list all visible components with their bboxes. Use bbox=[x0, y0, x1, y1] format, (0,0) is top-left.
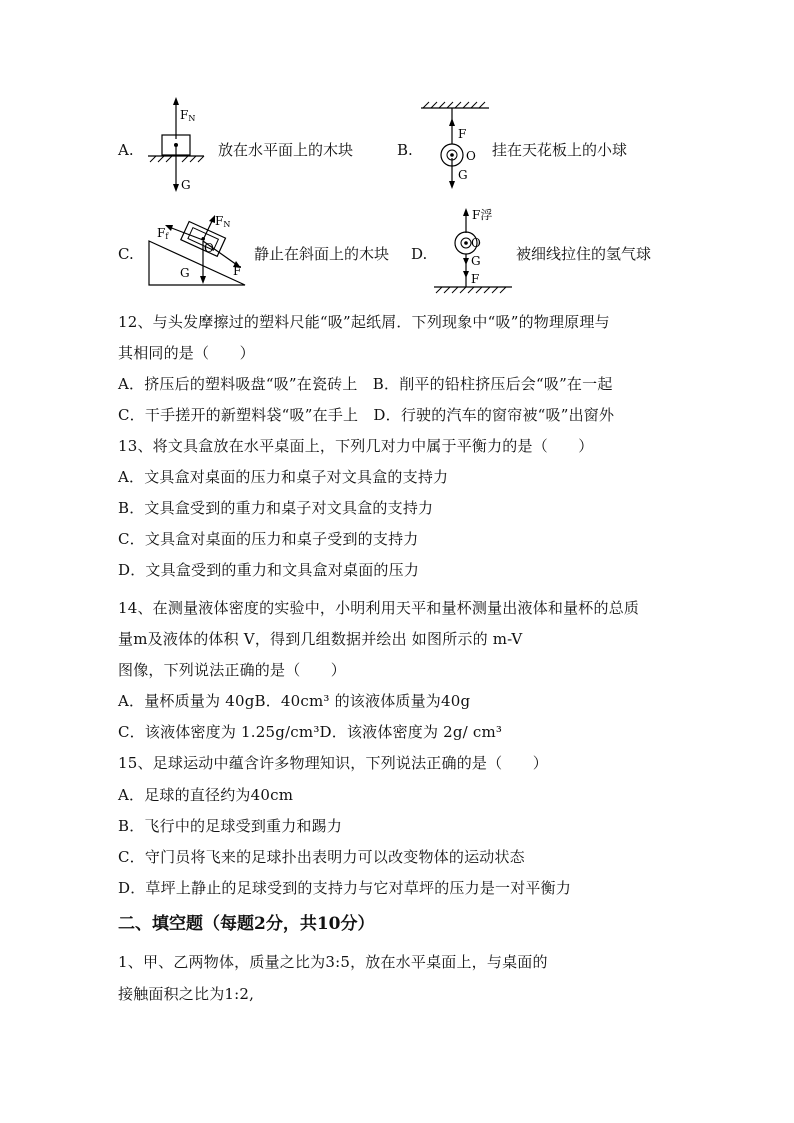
q13-option-d: D．文具盒受到的重力和文具盒对桌面的压力 bbox=[118, 561, 420, 579]
figure-d-label: D. bbox=[411, 245, 428, 263]
section-2-title: 二、填空题（每题2分，共10分） bbox=[118, 914, 375, 934]
q13-stem: 13、将文具盒放在水平桌面上，下列几对力中属于平衡力的是（ ） bbox=[118, 437, 594, 455]
figure-c-g: G bbox=[180, 266, 190, 280]
figure-b-label: B. bbox=[397, 141, 413, 159]
figure-c-ff: F bbox=[157, 226, 166, 240]
figure-c-label: C. bbox=[118, 245, 134, 263]
q12-options-ab: A．挤压后的塑料吸盘“吸”在瓷砖上 B．削平的铅柱挤压后会“吸”在一起 bbox=[118, 375, 613, 393]
q14-options-ab: A．量杯质量为 40gB．40cm³ 的该液体质量为40g bbox=[118, 692, 471, 710]
figure-a-diagram bbox=[140, 95, 220, 200]
q14-stem-1: 14、在测量液体密度的实验中，小明利用天平和量杯测量出液体和量杯的总质 bbox=[118, 599, 640, 617]
q13-option-c: C．文具盒对桌面的压力和桌子受到的支持力 bbox=[118, 530, 419, 548]
figure-d-diagram bbox=[428, 205, 518, 297]
q15-option-d: D．草坪上静止的足球受到的支持力与它对草坪的压力是一对平衡力 bbox=[118, 879, 572, 897]
figure-c-caption: 静止在斜面上的木块 bbox=[254, 245, 390, 263]
figure-b-caption: 挂在天花板上的小球 bbox=[492, 141, 628, 159]
figure-a-label: A. bbox=[118, 141, 134, 159]
svg-text:FN: FN bbox=[215, 214, 231, 229]
figure-b-diagram bbox=[415, 98, 495, 193]
svg-text:FN: FN bbox=[180, 108, 196, 123]
figure-c-f: F bbox=[233, 264, 242, 278]
figure-b-o: O bbox=[466, 149, 476, 163]
q14-options-cd: C．该液体密度为 1.25g/cm³D．该液体密度为 2g/ cm³ bbox=[118, 723, 503, 741]
fill-q1-line1: 1、甲、乙两物体，质量之比为3:5，放在水平桌面上，与桌面的 bbox=[118, 953, 548, 971]
q12-stem-2: 其相同的是（ ） bbox=[118, 344, 255, 362]
q14-stem-2: 量m及液体的体积 V，得到几组数据并绘出 如图所示的 m-V bbox=[118, 630, 523, 648]
q15-option-b: B．飞行中的足球受到重力和踢力 bbox=[118, 817, 343, 835]
q15-option-a: A．足球的直径约为40cm bbox=[118, 786, 294, 804]
figure-c-o: O bbox=[204, 241, 214, 255]
figure-d-fbuoy: F浮 bbox=[472, 208, 493, 222]
fill-q1-line2: 接触面积之比为1:2, bbox=[118, 985, 255, 1003]
figure-a-g: G bbox=[181, 178, 191, 192]
figure-d-f: F bbox=[471, 272, 480, 286]
q12-options-cd: C．干手搓开的新塑料袋“吸”在手上 D．行驶的汽车的窗帘被“吸”出窗外 bbox=[118, 406, 615, 424]
figure-d-g: G bbox=[471, 254, 481, 268]
q13-option-b: B．文具盒受到的重力和桌子对文具盒的支持力 bbox=[118, 499, 434, 517]
q12-stem-1: 12、与头发摩擦过的塑料尺能“吸”起纸屑．下列现象中“吸”的物理原理与 bbox=[118, 313, 610, 331]
q13-option-a: A．文具盒对桌面的压力和桌子对文具盒的支持力 bbox=[118, 468, 449, 486]
figure-c-fn: F bbox=[215, 214, 224, 228]
svg-text:Ff: Ff bbox=[157, 226, 169, 241]
figure-b-f: F bbox=[458, 127, 467, 141]
figure-d-o: O bbox=[471, 236, 481, 250]
q15-stem: 15、足球运动中蕴含许多物理知识，下列说法正确的是（ ） bbox=[118, 754, 548, 772]
q14-stem-3: 图像，下列说法正确的是（ ） bbox=[118, 661, 347, 679]
figure-c-diagram bbox=[145, 205, 250, 295]
figure-b-g: G bbox=[458, 168, 468, 182]
q15-option-c: C．守门员将飞来的足球扑出表明力可以改变物体的运动状态 bbox=[118, 848, 525, 866]
figure-d-caption: 被细线拉住的氢气球 bbox=[516, 245, 652, 263]
figure-a-caption: 放在水平面上的木块 bbox=[218, 141, 354, 159]
figure-a-fn: F bbox=[180, 108, 189, 122]
